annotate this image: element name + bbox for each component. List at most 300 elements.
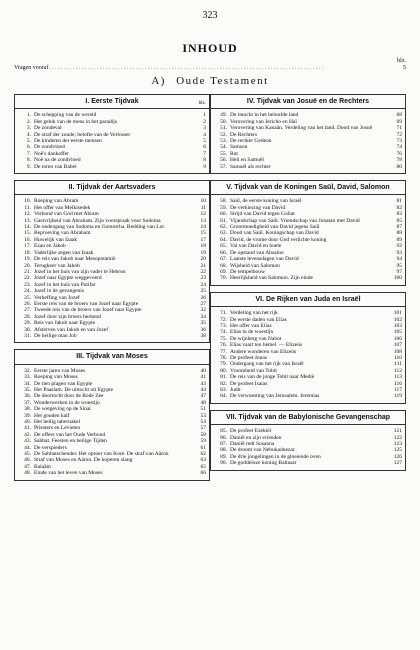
entry-number: 1.: [26, 112, 31, 119]
entry-number: 66.: [220, 249, 227, 256]
entry-page: 27: [200, 300, 206, 307]
entry-page: 63: [200, 457, 206, 464]
entry-title: Noë's dankoffer: [34, 150, 69, 157]
entry-number: 22.: [24, 275, 31, 282]
entry-title: Strijd van David tegen Goliat: [230, 211, 295, 218]
entry-page: 22: [200, 268, 206, 275]
entry-number: 82.: [220, 380, 227, 387]
entry-title: De wetgeving op de Sinaï: [34, 406, 91, 413]
entry-number: 63.: [220, 230, 227, 237]
entry-title: De goddeloze koning Baltasar: [230, 460, 297, 467]
entry-page: 61: [200, 444, 206, 451]
entry-page: 81: [396, 198, 402, 205]
entry-number: 16.: [24, 236, 31, 243]
entry-page: 14: [200, 224, 206, 231]
intro-title: Vragen vooraf: [14, 65, 49, 71]
entry-number: 61.: [220, 217, 227, 224]
entry-page: 66: [200, 470, 206, 477]
entry-page: 107: [393, 342, 402, 349]
entry-page: 127: [393, 460, 402, 467]
entry-number: 4.: [26, 131, 31, 138]
entry-page: 121: [393, 428, 402, 435]
toc-section: [210, 410, 406, 471]
entry-title: David, de vrome door God verlichte koning: [230, 236, 327, 243]
toc-entry: [214, 393, 402, 399]
entry-number: 35.: [24, 386, 31, 393]
entry-page: 3: [203, 125, 206, 132]
entry-title: De reis van de jonge Tobit naar Medië: [230, 374, 315, 381]
entry-title: Het geluk van de mens in het paradijs: [34, 118, 117, 125]
toc-entry: [18, 333, 206, 339]
entry-page: 34: [200, 313, 206, 320]
entry-page: 26: [200, 294, 206, 301]
entry-number: 90.: [220, 460, 227, 467]
entry-title: Straf van Moses en Aäron. De koperen slang: [34, 457, 133, 464]
entry-number: 43.: [24, 438, 31, 445]
entry-page: 4: [203, 131, 206, 138]
right-column: [210, 94, 406, 477]
entry-title: Roeping van Moses: [34, 374, 78, 381]
entry-number: 67.: [220, 256, 227, 263]
entry-page: 53: [200, 412, 206, 419]
entry-number: 47.: [24, 463, 31, 470]
entry-title: Het offer van Elias: [230, 322, 272, 329]
entry-page: 36: [200, 326, 206, 333]
entry-title: De intocht in het beloofde land: [230, 112, 299, 119]
entry-page: 54: [200, 419, 206, 426]
entry-page: 71: [396, 125, 402, 132]
entry-number: 59.: [220, 204, 227, 211]
entry-title: Daniël redt Susanna: [230, 441, 275, 447]
testament-letter: A): [151, 75, 166, 87]
entry-title: Daniël en zijn vrienden: [230, 434, 282, 441]
entry-page: 122: [393, 434, 402, 441]
entry-title: De profeet Ezekiël: [230, 428, 272, 435]
entry-title: Balaäm: [34, 463, 51, 470]
entry-title: Eerste jaren van Moses: [34, 367, 86, 374]
entry-title: Eerste reis van de broers van Jozef naar Egypte: [34, 300, 139, 307]
entry-number: 7.: [26, 150, 31, 157]
section-title: VI. De Rijken van Juda en Israël: [255, 295, 361, 303]
entry-number: 68.: [220, 262, 227, 269]
entry-page: 102: [393, 316, 402, 323]
entry-page: 101: [393, 310, 402, 317]
entry-title: Het heilig tabernakel: [34, 419, 81, 426]
entry-title: Tweede reis van de broers van Jozef naar Egypte: [34, 307, 142, 314]
entry-title: Jozef in het huis van zijn vader te Hebron: [34, 268, 126, 275]
section-heading: [211, 95, 405, 108]
entry-title: De profeet Jonas: [230, 354, 267, 361]
entry-page: 116: [393, 380, 402, 387]
entry-title: De tempelbouw: [230, 268, 265, 275]
entry-title: Jozef in het huis van Putifar: [34, 281, 96, 288]
entry-title: Het offer van Melkisedek: [34, 204, 91, 211]
entry-page: 95: [396, 262, 402, 269]
entry-title: Roeping van Abram: [34, 198, 79, 205]
toc-section: [14, 94, 210, 174]
entry-number: 87.: [220, 441, 227, 447]
entry-title: Val van David en boete: [230, 243, 282, 250]
entry-number: 10.: [24, 198, 31, 205]
entry-number: 18.: [24, 249, 31, 256]
section-title: IV. Tijdvak van Josuë en de Rechters: [246, 98, 370, 105]
entry-page: 106: [393, 335, 402, 342]
entry-page: 51: [200, 406, 206, 413]
entry-number: 73.: [220, 322, 227, 329]
entry-title: De kinderen der eerste mensen: [34, 138, 102, 145]
entry-number: 39.: [24, 412, 31, 419]
entry-page: 12: [200, 211, 206, 218]
section-title: II. Tijdvak der Aartsvaders: [68, 184, 156, 192]
section-title: I. Eerste Tijdvak: [85, 98, 139, 105]
entry-number: 3.: [26, 125, 31, 132]
toc-section: [210, 94, 406, 174]
entry-page: 47: [200, 393, 206, 400]
toc-section: [14, 349, 210, 480]
entry-page: 10: [200, 198, 206, 205]
section-page-label: blz.: [198, 101, 206, 107]
entry-number: 41.: [24, 425, 31, 432]
entry-page: 2: [203, 118, 206, 125]
entry-title: Jozef door zijn broers herkend: [34, 313, 101, 320]
entry-number: 30.: [24, 326, 31, 333]
entry-title: Samson: [230, 144, 248, 151]
entry-number: 58.: [220, 198, 227, 205]
entry-title: De schepping van de wereld: [34, 112, 97, 119]
entry-title: De toren van Babel: [34, 163, 77, 170]
entry-number: 88.: [220, 447, 227, 454]
entry-title: Vroomheid van Tobit: [230, 367, 277, 374]
entry-number: 5.: [26, 138, 31, 145]
entry-number: 79.: [220, 361, 227, 368]
entry-title: De rechter Gedeon: [230, 138, 272, 145]
entry-number: 24.: [24, 288, 31, 295]
entry-title: Jozef in de gevangenis: [34, 288, 84, 295]
entry-title: De Sabbatschender. Het oproer van Kore. De straf van Aäron: [34, 451, 169, 458]
entry-title: De verspieders: [34, 444, 67, 451]
entry-number: 14.: [24, 224, 31, 231]
entry-list: [15, 364, 209, 480]
entry-number: 62.: [220, 224, 227, 231]
entry-number: 31.: [24, 332, 31, 339]
entry-list: [211, 194, 405, 284]
entry-title: Priesters en Levieten: [34, 425, 81, 432]
entry-title: De reis van Jakob naar Mesopotamië: [34, 256, 116, 263]
entry-page: 111: [394, 361, 402, 368]
entry-title: Elias in de woestijn: [230, 329, 274, 336]
entry-title: De droom van Nebukadnezar: [230, 447, 295, 454]
entry-title: Samuël als rechter: [230, 163, 271, 170]
entry-list: [211, 424, 405, 469]
entry-number: 84.: [220, 393, 227, 400]
entry-title: Ezau en Jakob: [34, 243, 66, 250]
entry-title: Jozef naar Egypte weggevoerd: [34, 275, 102, 282]
entry-page: 15: [200, 230, 206, 237]
entry-page: 110: [393, 354, 402, 361]
entry-page: 82: [396, 204, 402, 211]
entry-number: 40.: [24, 419, 31, 426]
entry-title: De straf der zonde; belofte van de Verlosser: [34, 131, 131, 138]
toc-entry: [214, 164, 402, 170]
section-title: V. Tijdvak van de Koningen Saül, David, Salomon: [226, 184, 390, 192]
entry-number: 25.: [24, 294, 31, 301]
entry-page: 78: [396, 157, 402, 164]
entry-page: 88: [396, 230, 402, 237]
entry-number: 6.: [26, 144, 31, 151]
entry-list: [15, 194, 209, 342]
entry-title: Dood van Saül. Koningschap van David: [230, 230, 319, 237]
entry-number: 49.: [220, 112, 227, 119]
entry-page: 6: [203, 144, 206, 151]
entry-number: 44.: [24, 444, 31, 451]
intro-page: 5: [403, 65, 406, 71]
entry-title: Afsterven van Jakob en van Jozef: [34, 326, 109, 333]
entry-page: 87: [396, 224, 402, 231]
entry-page: 19: [200, 249, 206, 256]
entry-number: 72.: [220, 316, 227, 323]
entry-number: 12.: [24, 211, 31, 218]
entry-title: De offers van het Oude Verbond: [34, 431, 106, 438]
entry-page: 58: [200, 431, 206, 438]
entry-number: 85.: [220, 428, 227, 435]
entry-page: 11: [200, 204, 206, 211]
toc-entry: [214, 275, 402, 281]
entry-page: 119: [393, 393, 402, 400]
entry-page: 21: [200, 262, 206, 269]
entry-page: 108: [393, 348, 402, 355]
left-column: [14, 94, 210, 487]
entry-number: 32.: [24, 367, 31, 374]
entry-title: De zondeval: [34, 125, 62, 132]
entry-page: 35: [200, 320, 206, 327]
entry-number: 27.: [24, 307, 31, 314]
entry-title: Sabbat. Feesten en heilige Tijden: [34, 438, 107, 445]
entry-number: 86.: [220, 434, 227, 441]
entry-page: 7: [203, 150, 206, 157]
section-heading: [211, 293, 405, 306]
entry-title: Gastvrijheid van Abraham. Zijn voorspraak voor Sodoma: [34, 217, 161, 224]
entry-number: 57.: [220, 163, 227, 170]
testament-title: Oude Testament: [176, 75, 269, 87]
entry-title: Reis van Jakob naar Egypte: [34, 320, 96, 327]
entry-title: De drie jongelingen in de gloeiende oven: [230, 453, 321, 460]
entry-title: Saül, de eerste koning van Israël: [230, 198, 302, 205]
entry-title: Vijandschap van Saül. Vriendschap van Jonatan met David: [230, 217, 360, 224]
toc-entry: [214, 460, 402, 466]
entry-number: 76.: [220, 342, 227, 349]
toc-section: [210, 292, 406, 404]
entry-page: 89: [396, 236, 402, 243]
entry-title: Andere wonderen van Elizeüs: [230, 348, 297, 355]
entry-page: 83: [396, 211, 402, 218]
section-heading: [15, 181, 209, 194]
entry-page: 25: [200, 288, 206, 295]
entry-number: 69.: [220, 268, 227, 275]
entry-title: Wijsheid van Salomon: [230, 262, 280, 269]
entry-title: Heli en Samuël: [230, 157, 264, 164]
entry-page: 73: [396, 138, 402, 145]
entry-title: Het gouden kalf: [34, 412, 70, 419]
entry-number: 38.: [24, 406, 31, 413]
entry-number: 29.: [24, 320, 31, 327]
entry-number: 56.: [220, 157, 227, 164]
entry-page: 69: [396, 118, 402, 125]
toc-section: [14, 180, 210, 343]
entry-page: 20: [200, 256, 206, 263]
entry-page: 57: [200, 425, 206, 432]
section-heading: [211, 411, 405, 424]
entry-number: 75.: [220, 335, 227, 342]
entry-number: 83.: [220, 386, 227, 393]
entry-number: 81.: [220, 374, 227, 381]
entry-number: 33.: [24, 374, 31, 381]
entry-title: Verovering van Jericho en Haï: [230, 118, 297, 125]
entry-number: 15.: [24, 230, 31, 237]
entry-number: 52.: [220, 131, 227, 138]
entry-number: 19.: [24, 256, 31, 263]
page-number: 323: [202, 10, 218, 21]
entry-page: 23: [200, 275, 206, 282]
entry-title: Noë na de zondvloed: [34, 157, 81, 164]
entry-title: Ondergang van het rijk van Israël: [230, 361, 304, 368]
entry-page: 126: [393, 453, 402, 460]
entry-title: Verdeling van het rijk: [230, 310, 278, 317]
entry-number: 13.: [24, 217, 31, 224]
entry-title: De zondvloed: [34, 144, 65, 151]
entry-page: 24: [200, 281, 206, 288]
entry-title: Wonderwerken in de woestijn: [34, 399, 100, 406]
entry-title: Verheffing van Jozef: [34, 294, 80, 301]
entry-page: 80: [396, 163, 402, 170]
entry-page: 9: [203, 163, 206, 170]
entry-number: 46.: [24, 457, 31, 464]
entry-title: De opstand van Absalon: [230, 249, 284, 256]
entry-number: 74.: [220, 329, 227, 336]
entry-title: De wijnberg van Nabot: [230, 335, 282, 342]
entry-number: 26.: [24, 300, 31, 307]
entry-title: De profeet Isaias: [230, 380, 268, 387]
entry-number: 55.: [220, 150, 227, 157]
entry-page: 72: [396, 131, 402, 138]
entry-number: 53.: [220, 138, 227, 145]
entry-number: 64.: [220, 236, 227, 243]
entry-page: 76: [396, 150, 402, 157]
entry-title: Verbond van God met Abram: [34, 211, 99, 218]
entry-page: 62: [200, 451, 206, 458]
entry-number: 50.: [220, 118, 227, 125]
entry-number: 45.: [24, 451, 31, 458]
page-column-label: blz.: [397, 58, 406, 64]
entry-page: 59: [200, 438, 206, 445]
entry-number: 42.: [24, 431, 31, 438]
entry-page: 92: [396, 243, 402, 250]
entry-number: 60.: [220, 211, 227, 218]
entry-number: 20.: [24, 262, 31, 269]
entry-title: Vaderlijke zegen van Izaak: [34, 249, 94, 256]
entry-page: 85: [396, 217, 402, 224]
entry-number: 80.: [220, 367, 227, 374]
entry-page: 8: [203, 157, 206, 164]
entry-number: 11.: [24, 204, 31, 211]
toc-entry: [18, 470, 206, 476]
entry-title: Judit: [230, 386, 241, 393]
entry-title: Beproeving van Abraham: [34, 230, 91, 237]
toc-section: [210, 180, 406, 286]
entry-title: De eerste daden van Elias: [230, 316, 287, 323]
intro-entry: [14, 65, 406, 71]
entry-title: Laatste levensdagen van David: [230, 256, 299, 263]
entry-page: 112: [393, 367, 402, 374]
entry-title: De doortocht door de Rode Zee: [34, 393, 104, 400]
entry-title: De verwoesting van Jerusalem. Jeremias: [230, 393, 320, 400]
entry-number: 28.: [24, 313, 31, 320]
entry-page: 5: [203, 138, 206, 145]
entry-title: De heilige man Job: [34, 332, 77, 339]
entry-page: 38: [200, 332, 206, 339]
entry-page: 65: [200, 463, 206, 470]
entry-list: [211, 306, 405, 403]
entry-page: 97: [396, 268, 402, 275]
entry-number: 8.: [26, 157, 31, 164]
toc-entry: [18, 164, 206, 170]
section-heading: [15, 350, 209, 363]
entry-title: De tien plagen van Egypte: [34, 380, 93, 387]
entry-number: 65.: [220, 243, 227, 250]
entry-title: Rut: [230, 150, 238, 157]
entry-page: 94: [396, 256, 402, 263]
entry-title: Verovering van Kanaän. Verdeling van het land. Dood van Josuë: [230, 125, 373, 132]
entry-page: 93: [396, 249, 402, 256]
entry-page: 117: [393, 386, 402, 393]
entry-number: 71.: [220, 310, 227, 317]
section-title: VII. Tijdvak van de Babylonische Gevangenschap: [225, 413, 391, 421]
entry-number: 21.: [24, 268, 31, 275]
entry-page: 1: [203, 112, 206, 119]
entry-number: 36.: [24, 393, 31, 400]
entry-number: 77.: [220, 348, 227, 355]
entry-number: 34.: [24, 380, 31, 387]
entry-page: 100: [393, 275, 402, 282]
entry-number: 78.: [220, 354, 227, 361]
entry-page: 68: [396, 112, 402, 119]
entry-page: 44: [200, 386, 206, 393]
entry-title: Terugkeer van Jakob: [34, 262, 80, 269]
entry-list: [15, 108, 209, 173]
entry-page: 13: [200, 217, 206, 224]
entry-title: Elias vaart ten hemel. — Elizeüs: [230, 342, 303, 349]
entry-number: 17.: [24, 243, 31, 250]
entry-page: 18: [200, 243, 206, 250]
entry-list: [211, 108, 405, 173]
entry-number: 9.: [26, 163, 31, 170]
entry-number: 48.: [24, 470, 31, 477]
entry-page: 123: [393, 441, 402, 447]
entry-number: 2.: [26, 118, 31, 125]
entry-page: 48: [200, 399, 206, 406]
section-title: III. Tijdvak van Moses: [76, 353, 148, 361]
entry-title: De verkiezing van David: [230, 204, 286, 211]
entry-title: Einde van het leven van Moses: [34, 470, 103, 477]
entry-number: 54.: [220, 144, 227, 151]
entry-number: 37.: [24, 399, 31, 406]
entry-page: 103: [393, 322, 402, 329]
page-title: INHOUD: [182, 41, 238, 55]
entry-title: Grootmoedigheid van David jegens Saül: [230, 224, 320, 231]
entry-page: 43: [200, 380, 206, 387]
entry-title: Het Paaslam. De uittocht uit Egypte: [34, 386, 114, 393]
entry-page: 105: [393, 329, 402, 336]
entry-title: Heerlijkheid van Salomon. Zijn einde: [230, 275, 313, 282]
